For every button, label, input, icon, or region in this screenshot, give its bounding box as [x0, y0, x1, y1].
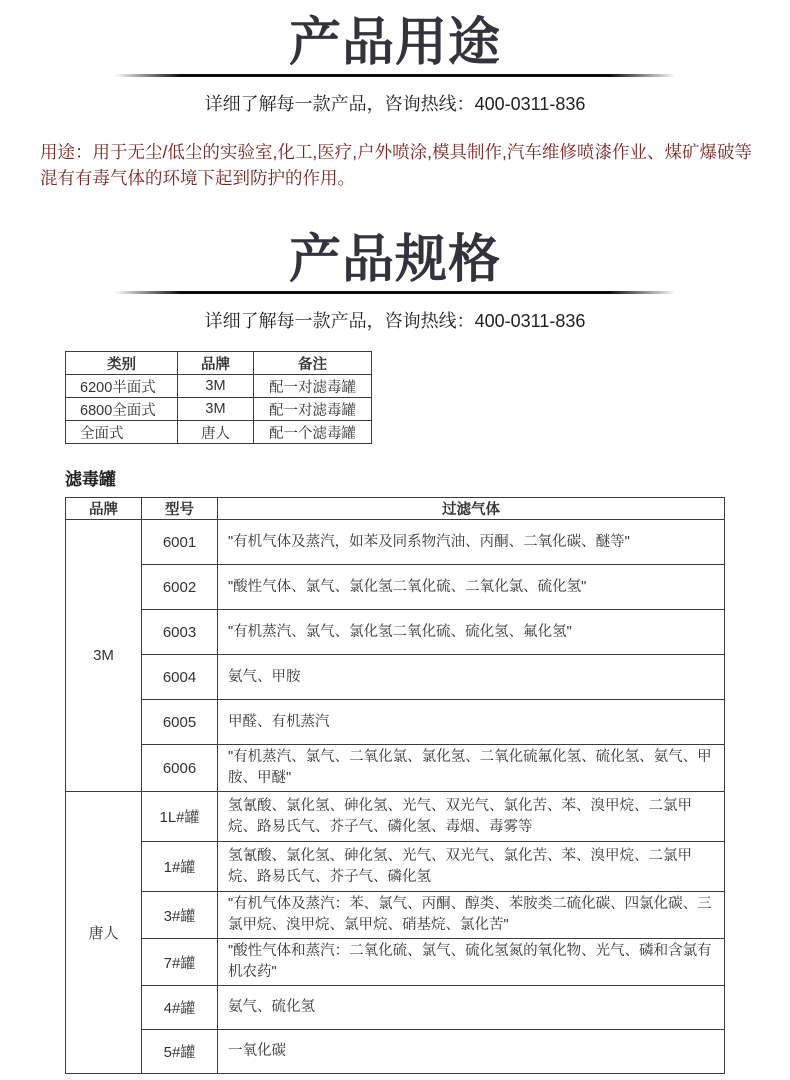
table-row	[66, 655, 725, 700]
specs-title: 产品规格	[288, 231, 501, 289]
mask-table-header-note: 备注	[254, 352, 372, 375]
mask-category: 全面式	[66, 421, 178, 444]
table-row	[66, 986, 725, 1030]
usage-section	[0, 14, 790, 191]
gases-cell: 氢氰酸、氯化氢、砷化氢、光气、双光气、氯化苦、苯、溴甲烷、二氯甲烷、路易氏气、芥子气、磷化氢、毒烟、毒雾等	[218, 792, 725, 842]
model-cell: 6005	[142, 700, 218, 745]
model-cell: 5#罐	[142, 1030, 218, 1074]
usage-title-divider	[114, 74, 676, 77]
table-row	[66, 421, 372, 444]
model-cell: 6004	[142, 655, 218, 700]
model-cell: 1#罐	[142, 842, 218, 892]
mask-category: 6200半面式	[66, 375, 178, 398]
mask-table-header-row	[66, 352, 372, 375]
filter-header-model: 型号	[142, 498, 218, 520]
model-cell: 6006	[142, 745, 218, 792]
mask-spec-table	[65, 351, 372, 444]
gases-cell: "酸性气体和蒸汽：二氧化硫、氯气、硫化氢氮的氧化物、光气、磷和含氯有机农药"	[218, 939, 725, 986]
usage-hotline-line: 详细了解每一款产品，咨询热线：400-0311-836	[204, 94, 586, 114]
filter-table-header-row	[66, 498, 725, 520]
table-row	[66, 745, 725, 792]
gases-cell: 氨气、硫化氢	[218, 986, 725, 1030]
usage-title: 产品用途	[288, 14, 501, 72]
mask-brand: 3M	[178, 375, 254, 398]
table-row	[66, 610, 725, 655]
filter-canister-heading: 滤毒罐	[65, 470, 116, 489]
table-row	[66, 520, 725, 565]
table-row	[66, 700, 725, 745]
filter-canister-table	[65, 497, 725, 1074]
specs-section	[0, 231, 790, 1074]
mask-brand: 唐人	[178, 421, 254, 444]
specs-title-divider	[114, 291, 676, 294]
model-cell: 3#罐	[142, 892, 218, 939]
model-cell: 4#罐	[142, 986, 218, 1030]
gases-cell: "有机气体及蒸汽：苯、氯气、丙酮、醇类、苯胺类二硫化碳、四氯化碳、三氯甲烷、溴甲烷、氯甲烷、硝基烷、氯化苦"	[218, 892, 725, 939]
gases-cell: 氢氰酸、氯化氢、砷化氢、光气、双光气、氯化苦、苯、溴甲烷、二氯甲烷、路易氏气、芥子气、磷化氢	[218, 842, 725, 892]
gases-cell: "有机蒸汽、氯气、氯化氢二氧化硫、硫化氢、氟化氢"	[218, 610, 725, 655]
mask-note: 配一对滤毒罐	[254, 375, 372, 398]
filter-header-brand: 品牌	[66, 498, 142, 520]
usage-description: 用途：用于无尘/低尘的实验室,化工,医疗,户外喷涂,模具制作,汽车维修喷漆作业、煤矿爆破等混有有毒气体的环境下起到防护的作用。	[40, 142, 752, 188]
model-cell: 6003	[142, 610, 218, 655]
gases-cell: "有机蒸汽、氯气、二氧化氯、氯化氢、二氧化硫氟化氢、硫化氢、氨气、甲胺、甲醚"	[218, 745, 725, 792]
mask-table-header-category: 类别	[66, 352, 178, 375]
model-cell: 7#罐	[142, 939, 218, 986]
gases-cell: "有机气体及蒸汽，如苯及同系物汽油、丙酮、二氧化碳、醚等"	[218, 520, 725, 565]
mask-brand: 3M	[178, 398, 254, 421]
model-cell: 1L#罐	[142, 792, 218, 842]
table-row	[66, 842, 725, 892]
table-row	[66, 375, 372, 398]
table-row	[66, 398, 372, 421]
mask-table-header-brand: 品牌	[178, 352, 254, 375]
brand-cell-3m: 3M	[66, 520, 142, 792]
gases-cell: 甲醛、有机蒸汽	[218, 700, 725, 745]
gases-cell: 一氧化碳	[218, 1030, 725, 1074]
mask-note: 配一个滤毒罐	[254, 421, 372, 444]
gases-cell: 氨气、甲胺	[218, 655, 725, 700]
model-cell: 6001	[142, 520, 218, 565]
table-row	[66, 565, 725, 610]
filter-header-gases: 过滤气体	[218, 498, 725, 520]
brand-cell-tangren: 唐人	[66, 792, 142, 1074]
table-row	[66, 792, 725, 842]
table-row	[66, 892, 725, 939]
table-row	[66, 939, 725, 986]
table-row	[66, 1030, 725, 1074]
mask-note: 配一对滤毒罐	[254, 398, 372, 421]
mask-category: 6800全面式	[66, 398, 178, 421]
model-cell: 6002	[142, 565, 218, 610]
gases-cell: "酸性气体、氯气、氯化氢二氧化硫、二氧化氯、硫化氢"	[218, 565, 725, 610]
specs-hotline-line: 详细了解每一款产品，咨询热线：400-0311-836	[204, 311, 586, 331]
